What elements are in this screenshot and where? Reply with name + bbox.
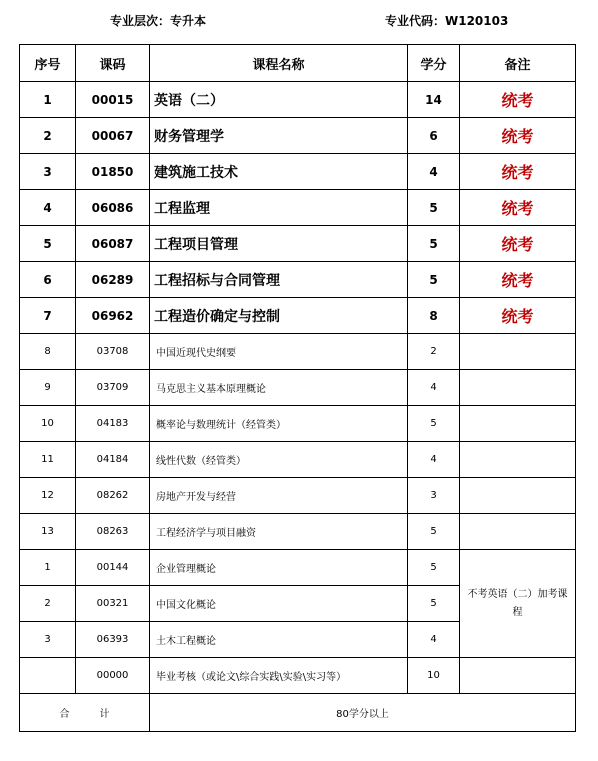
seq-cell: 6: [20, 262, 76, 298]
name-cell: 线性代数（经管类）: [150, 442, 408, 478]
table-row: [20, 478, 576, 514]
table-row: [20, 190, 576, 226]
table-row: [20, 154, 576, 190]
code-cell: 01850: [76, 154, 150, 190]
seq-cell: 3: [20, 154, 76, 190]
code-cell: 08263: [76, 514, 150, 550]
credit-cell: 5: [408, 406, 460, 442]
name-cell: 概率论与数理统计（经管类）: [150, 406, 408, 442]
col-note-header: 备注: [460, 45, 576, 82]
name-cell: 毕业考核（或论文\综合实践\实验\实习等）: [150, 658, 408, 694]
seq-cell: 8: [20, 334, 76, 370]
total-value: 80学分以上: [150, 694, 576, 732]
name-cell: 企业管理概论: [150, 550, 408, 586]
code-cell: 03708: [76, 334, 150, 370]
major-code-label: 专业代码：W120103: [385, 14, 509, 28]
note-cell: [460, 406, 576, 442]
table-row: [20, 334, 576, 370]
seq-cell: 7: [20, 298, 76, 334]
col-code-header: 课码: [76, 45, 150, 82]
code-cell: 00321: [76, 586, 150, 622]
name-cell: 工程招标与合同管理: [150, 262, 408, 298]
credit-cell: 3: [408, 478, 460, 514]
table-row: [20, 262, 576, 298]
note-cell: [460, 334, 576, 370]
code-cell: 00015: [76, 82, 150, 118]
note-cell: 统考: [460, 82, 576, 118]
seq-cell: 2: [20, 118, 76, 154]
table-row: [20, 118, 576, 154]
seq-cell: 5: [20, 226, 76, 262]
col-name-header: 课程名称: [150, 45, 408, 82]
name-cell: 财务管理学: [150, 118, 408, 154]
code-cell: 04184: [76, 442, 150, 478]
name-cell: 英语（二）: [150, 82, 408, 118]
col-credit-header: 学分: [408, 45, 460, 82]
table-row: [20, 370, 576, 406]
code-cell: 06087: [76, 226, 150, 262]
seq-cell: 4: [20, 190, 76, 226]
name-cell: 工程监理: [150, 190, 408, 226]
table-header-row: [20, 45, 576, 82]
note-cell: [460, 370, 576, 406]
credit-cell: 2: [408, 334, 460, 370]
total-label: 合 计: [20, 694, 150, 732]
seq-cell: 11: [20, 442, 76, 478]
credit-cell: 5: [408, 190, 460, 226]
table-row: [20, 298, 576, 334]
name-cell: 工程经济学与项目融资: [150, 514, 408, 550]
note-cell: 统考: [460, 154, 576, 190]
code-cell: 08262: [76, 478, 150, 514]
seq-cell: 9: [20, 370, 76, 406]
note-cell: 统考: [460, 226, 576, 262]
name-cell: 工程造价确定与控制: [150, 298, 408, 334]
table-row: [20, 550, 576, 586]
seq-cell: 12: [20, 478, 76, 514]
credit-cell: 5: [408, 550, 460, 586]
note-cell: [460, 658, 576, 694]
seq-cell: 2: [20, 586, 76, 622]
credit-cell: 6: [408, 118, 460, 154]
table-row: [20, 658, 576, 694]
credit-cell: 10: [408, 658, 460, 694]
name-cell: 建筑施工技术: [150, 154, 408, 190]
seq-cell: 1: [20, 82, 76, 118]
note-cell: 统考: [460, 298, 576, 334]
col-seq-header: 序号: [20, 45, 76, 82]
credit-cell: 4: [408, 370, 460, 406]
note-cell: [460, 478, 576, 514]
credit-cell: 5: [408, 514, 460, 550]
code-cell: 06393: [76, 622, 150, 658]
code-cell: 03709: [76, 370, 150, 406]
note-cell: 统考: [460, 118, 576, 154]
name-cell: 工程项目管理: [150, 226, 408, 262]
code-cell: 00144: [76, 550, 150, 586]
code-cell: 00067: [76, 118, 150, 154]
code-cell: 04183: [76, 406, 150, 442]
seq-cell: 3: [20, 622, 76, 658]
credit-cell: 4: [408, 622, 460, 658]
seq-cell: 1: [20, 550, 76, 586]
credit-cell: 4: [408, 442, 460, 478]
total-row: [20, 694, 576, 732]
code-cell: 06962: [76, 298, 150, 334]
credit-cell: 4: [408, 154, 460, 190]
table-row: [20, 442, 576, 478]
seq-cell: [20, 658, 76, 694]
table-row: [20, 406, 576, 442]
seq-cell: 10: [20, 406, 76, 442]
credit-cell: 5: [408, 262, 460, 298]
code-cell: 06086: [76, 190, 150, 226]
table-row: [20, 82, 576, 118]
name-cell: 房地产开发与经营: [150, 478, 408, 514]
name-cell: 中国文化概论: [150, 586, 408, 622]
table-row: [20, 514, 576, 550]
name-cell: 土木工程概论: [150, 622, 408, 658]
credit-cell: 8: [408, 298, 460, 334]
name-cell: 中国近现代史纲要: [150, 334, 408, 370]
seq-cell: 13: [20, 514, 76, 550]
credit-cell: 5: [408, 226, 460, 262]
course-table: [19, 44, 576, 732]
code-cell: 06289: [76, 262, 150, 298]
note-cell: [460, 514, 576, 550]
credit-cell: 14: [408, 82, 460, 118]
name-cell: 马克思主义基本原理概论: [150, 370, 408, 406]
credit-cell: 5: [408, 586, 460, 622]
code-cell: 00000: [76, 658, 150, 694]
table-row: [20, 226, 576, 262]
extra-course-note: 不考英语（二）加考课程: [460, 550, 576, 658]
note-cell: 统考: [460, 262, 576, 298]
note-cell: [460, 442, 576, 478]
major-level-label: 专业层次：专升本: [110, 14, 207, 28]
note-cell: 统考: [460, 190, 576, 226]
